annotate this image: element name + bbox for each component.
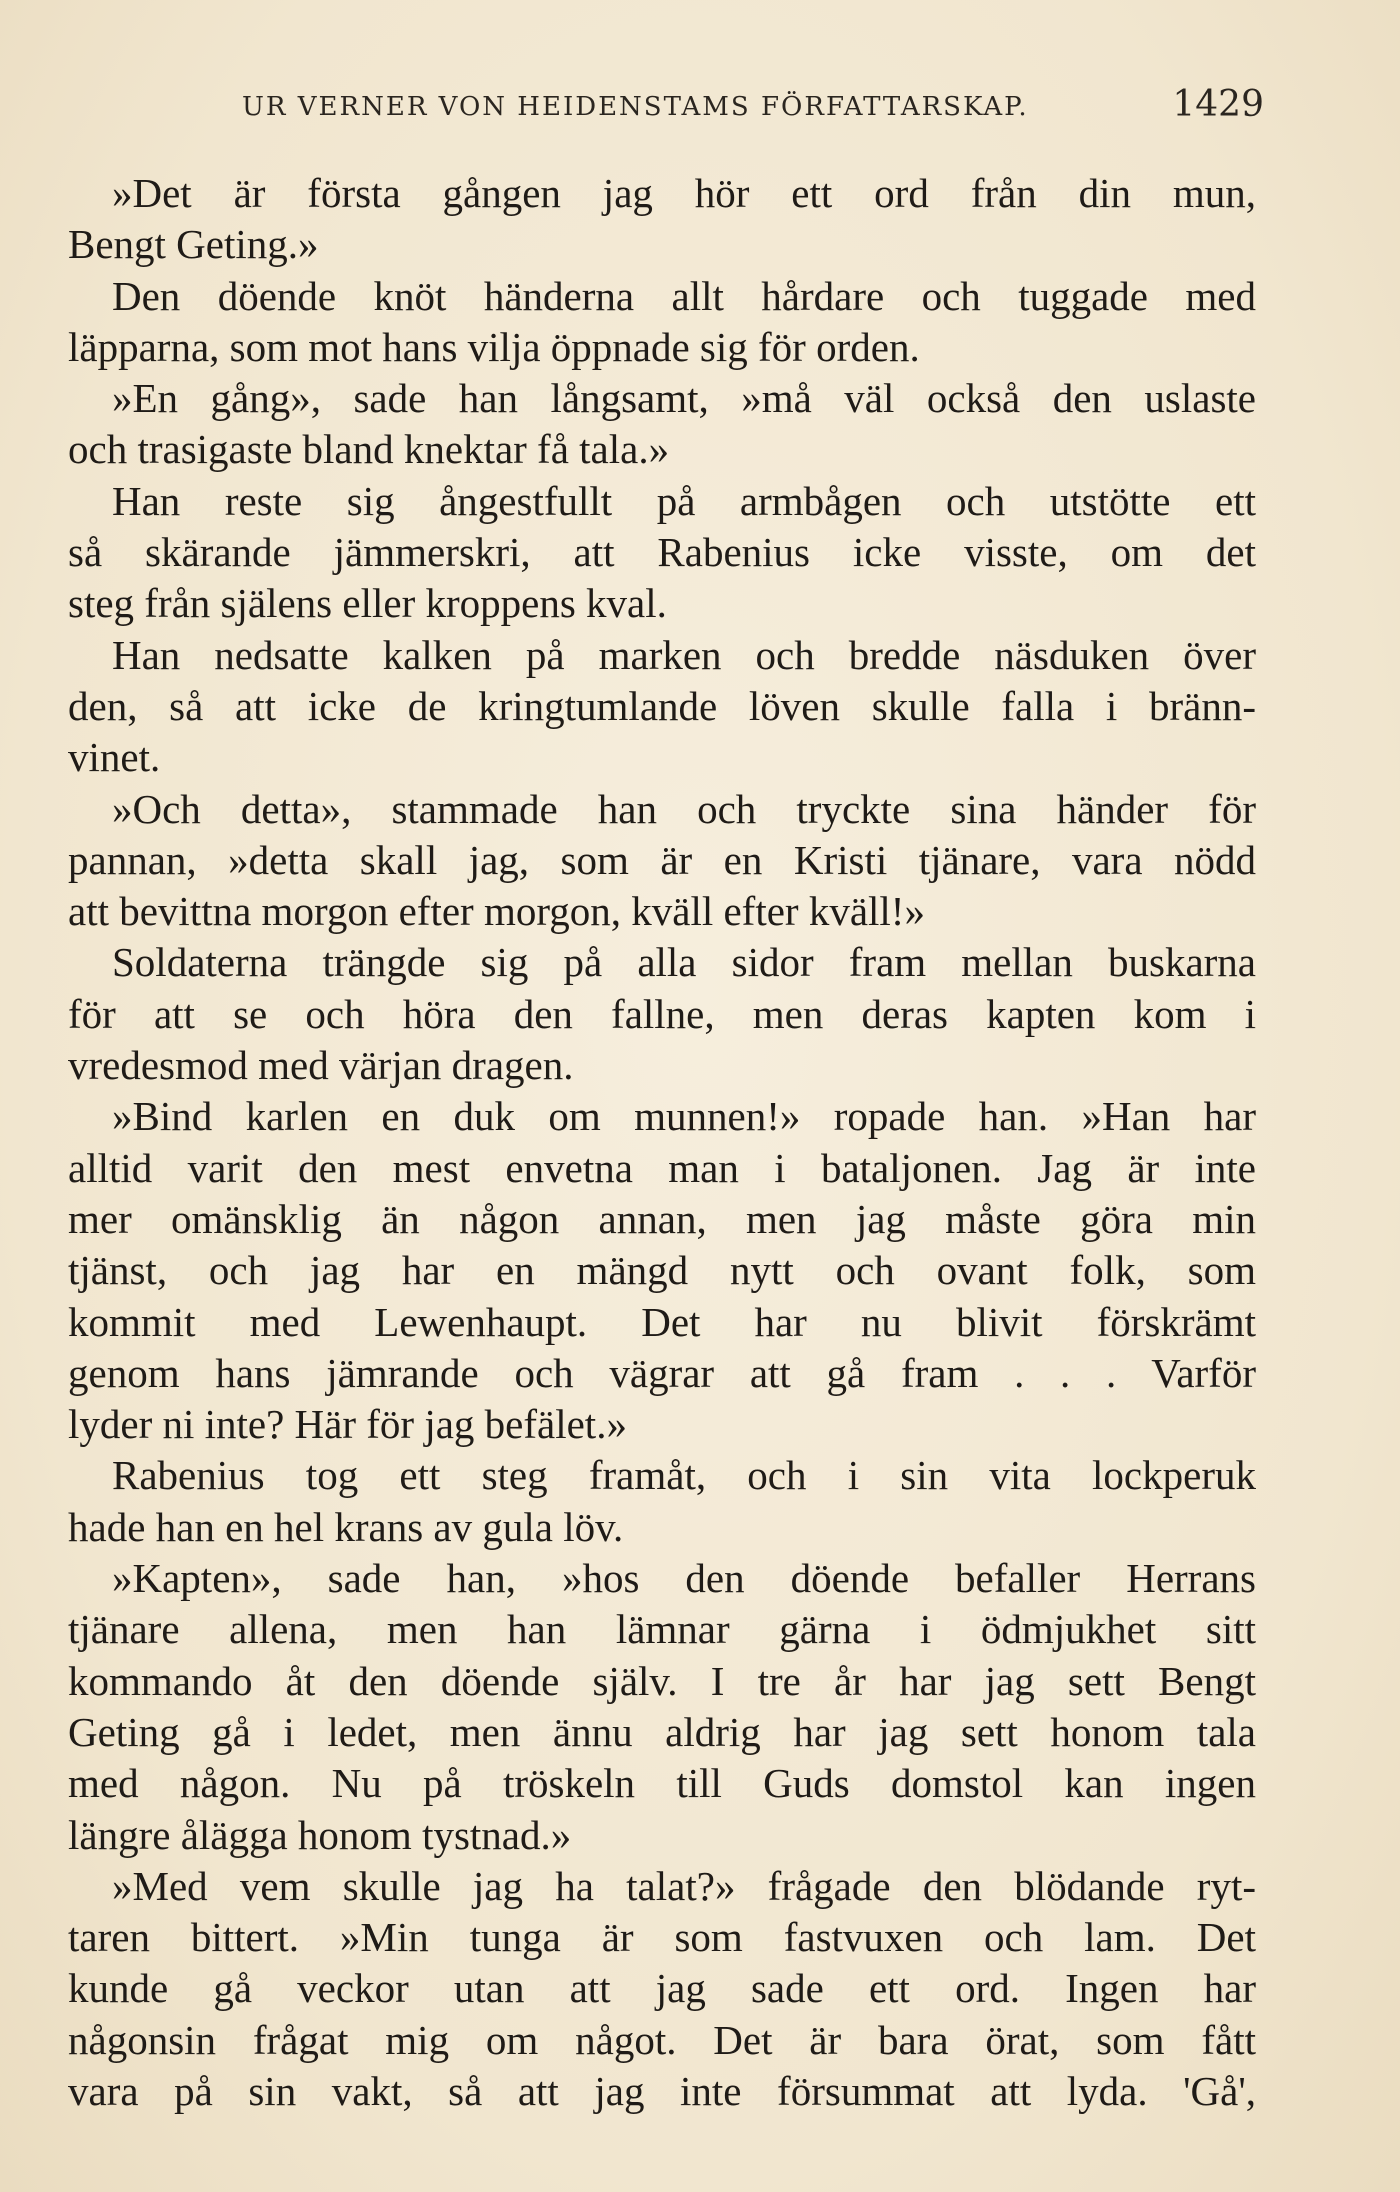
text-line: Soldaterna trängde sig på alla sidor fram mellan buskarna — [112, 939, 1256, 986]
text-line: mer omänsklig än någon annan, men jag måste göra min — [68, 1195, 1256, 1242]
text-line: taren bittert. »Min tunga är som fastvuxen och lam. Det — [68, 1914, 1256, 1961]
text-line: »Och detta», stammade han och tryckte sina händer för — [112, 785, 1256, 832]
body-text — [68, 168, 1256, 2117]
text-line: hade han en hel krans av gula löv. — [68, 1503, 624, 1550]
page-number: 1429 — [1172, 84, 1264, 125]
text-line: för att se och höra den fallne, men deras kapten kom i — [68, 990, 1256, 1037]
text-line: vara på sin vakt, så att jag inte försummat att lyda. 'Gå', — [68, 2067, 1256, 2114]
text-line: Bengt Geting.» — [68, 221, 319, 268]
text-line: vredesmod med värjan dragen. — [68, 1042, 574, 1089]
text-line: Rabenius tog ett steg framåt, och i sin vita lockperuk — [112, 1452, 1256, 1499]
text-line: och trasigaste bland knektar få tala.» — [68, 426, 670, 473]
text-line: steg från själens eller kroppens kval. — [68, 580, 667, 627]
text-line: Geting gå i ledet, men ännu aldrig har jag sett honom tala — [68, 1708, 1256, 1755]
text-line: alltid varit den mest envetna man i bataljonen. Jag är inte — [68, 1144, 1256, 1191]
text-line: kommando åt den döende själv. I tre år har jag sett Bengt — [68, 1657, 1256, 1704]
text-line: Han nedsatte kalken på marken och bredde näsduken över — [112, 631, 1256, 678]
text-line: så skärande jämmerskri, att Rabenius icke visste, om det — [68, 529, 1256, 576]
text-line: den, så att icke de kringtumlande löven skulle falla i bränn- — [68, 682, 1256, 729]
running-head: UR VERNER VON HEIDENSTAMS FÖRFATTARSKAP. — [242, 92, 1029, 122]
text-line: Han reste sig ångestfullt på armbågen och utstötte ett — [112, 477, 1256, 524]
text-line: kommit med Lewenhaupt. Det har nu blivit förskrämt — [68, 1298, 1256, 1345]
text-line: någonsin frågat mig om något. Det är bara örat, som fått — [68, 2016, 1256, 2063]
text-line: »En gång», sade han långsamt, »må väl också den uslaste — [112, 375, 1256, 422]
text-line: med någon. Nu på tröskeln till Guds domstol kan ingen — [68, 1760, 1256, 1807]
text-line: »Det är första gången jag hör ett ord från din mun, — [112, 170, 1256, 216]
text-line: »Med vem skulle jag ha talat?» frågade den blödande ryt- — [112, 1862, 1256, 1909]
text-line: lyder ni inte? Här för jag befälet.» — [68, 1401, 627, 1448]
text-line: »Bind karlen en duk om munnen!» ropade han. »Han har — [112, 1093, 1256, 1140]
page-header — [242, 82, 1264, 132]
text-line: genom hans jämrande och vägrar att gå fram . . . Varför — [68, 1349, 1256, 1396]
text-line: Den döende knöt händerna allt hårdare och tuggade med — [112, 272, 1256, 319]
text-line: pannan, »detta skall jag, som är en Kristi tjänare, vara nödd — [68, 836, 1256, 883]
text-line: »Kapten», sade han, »hos den döende befaller Herrans — [112, 1555, 1256, 1602]
text-line: tjänst, och jag har en mängd nytt och ovant folk, som — [68, 1247, 1256, 1294]
text-line: att bevittna morgon efter morgon, kväll efter kväll!» — [68, 888, 925, 935]
text-line: kunde gå veckor utan att jag sade ett ord. Ingen har — [68, 1965, 1256, 2012]
text-line: längre ålägga honom tystnad.» — [68, 1811, 572, 1858]
text-line: läpparna, som mot hans vilja öppnade sig för orden. — [68, 323, 920, 370]
text-line: tjänare allena, men han lämnar gärna i ödmjukhet sitt — [68, 1606, 1256, 1653]
text-line: vinet. — [68, 734, 161, 781]
